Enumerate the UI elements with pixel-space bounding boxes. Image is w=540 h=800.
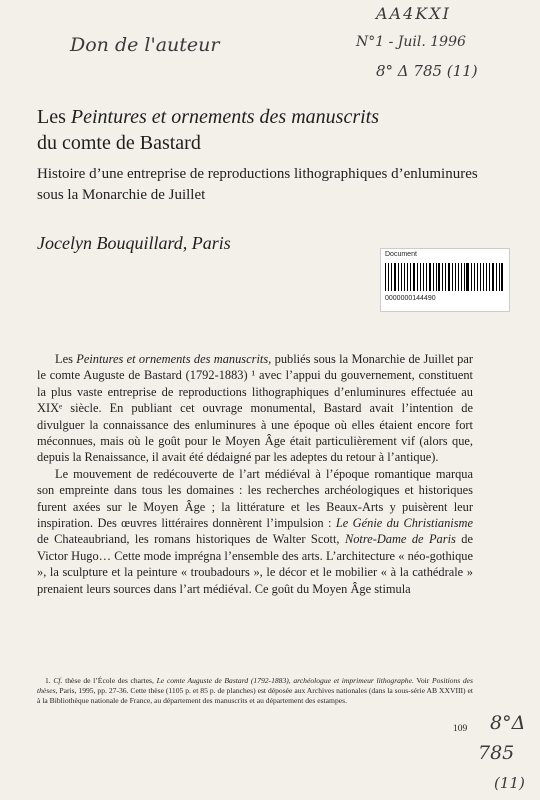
- article-body: [37, 351, 473, 597]
- barcode-bar: [442, 263, 443, 291]
- barcode-bar: [452, 263, 453, 291]
- barcode-bar: [391, 263, 392, 291]
- barcode-bar: [436, 263, 437, 291]
- barcode-bar: [489, 263, 490, 291]
- barcode-bar: [461, 263, 462, 291]
- barcode-bar: [458, 263, 459, 291]
- barcode-bar: [398, 263, 399, 291]
- handwritten-call-number: AA4KXI: [376, 4, 451, 23]
- barcode-bar: [388, 263, 389, 291]
- barcode-bar: [420, 263, 421, 291]
- barcode-bar: [401, 263, 402, 291]
- barcode-stamp: [380, 248, 510, 312]
- barcode-bar: [496, 263, 497, 291]
- paragraph-1: Les Peintures et ornements des manuscrits, publiés sous la Monarchie de Juillet par le comte Auguste de Bastard (1792-1883) ¹ avec l’appui du gouvernement, constituent la plus vaste entreprise de reproductions lithographiques d’enluminures effectuée au XIXᵉ siècle. En publiant cet ouvrage monumental, Bastard avait l’intention de divulguer la connaissance des enluminures à une époque où elles étaient encore fort méconnues, mais où le goût pour le Moyen Âge était particulièrement vif (alors que, depuis la Renaissance, il avait été dédaigné par les adeptes du retour à l’antique).: [37, 352, 473, 465]
- barcode-bar: [492, 263, 494, 291]
- barcode-label: Document: [385, 251, 417, 258]
- handwritten-acquisition-note: N°1 - Juil. 1996: [356, 34, 466, 50]
- barcode-bar: [501, 263, 502, 291]
- barcode-bar: [426, 263, 427, 291]
- barcode-bar: [404, 263, 405, 291]
- barcode-bar: [471, 263, 472, 291]
- barcode-bar: [438, 263, 439, 291]
- barcode-bar: [466, 263, 468, 291]
- author-line: Jocelyn Bouquillard, Paris: [37, 233, 231, 253]
- handwritten-donation-note: Don de l'auteur: [70, 34, 220, 56]
- barcode-bar: [464, 263, 465, 291]
- article-subtitle: Histoire d’une entreprise de reproductions lithographiques d’enluminures sous la Monarchie de Juillet: [37, 166, 478, 203]
- barcode-bar: [385, 263, 386, 291]
- handwritten-margin-shelfmark-1: 8°Δ: [490, 712, 526, 734]
- barcode-bar: [448, 263, 450, 291]
- handwritten-margin-shelfmark-2: 785: [478, 742, 515, 764]
- barcode-bar: [417, 263, 418, 291]
- handwritten-margin-shelfmark-3: (11): [494, 774, 525, 792]
- barcode-bar: [407, 263, 408, 291]
- barcode-bars: [385, 263, 505, 291]
- barcode-bar: [433, 263, 434, 291]
- barcode-bar: [499, 263, 500, 291]
- barcode-bar: [413, 263, 415, 291]
- barcode-bar: [474, 263, 475, 291]
- handwritten-shelfmark: 8° Δ 785 (11): [376, 62, 478, 80]
- barcode-bar: [483, 263, 484, 291]
- barcode-bar: [480, 263, 481, 291]
- footnote: 1. Cf. thèse de l’École des chartes, Le comte Auguste de Bastard (1792-1883), archéologue et imprimeur lithographe. Voir Positions des thèses, Paris, 1995, pp. 27-36. Cette thèse (1105 p. et 85 p. de planches) est déposée aux Archives nationales (dans la sous-série AB XXVIII) et à la Bibliothèque nationale de France, au département des manuscrits et au département des estampes.: [37, 676, 473, 705]
- barcode-bar: [394, 263, 396, 291]
- barcode-bar: [455, 263, 456, 291]
- title-italic-part: Peintures et ornements des manuscrits: [70, 106, 379, 128]
- barcode-bar: [423, 263, 424, 291]
- article-title: Les Peintures et ornements des manuscrits du comte de Bastard: [37, 106, 379, 154]
- barcode-bar: [477, 263, 478, 291]
- paragraph-2: Le mouvement de redécouverte de l’art médiéval à l’époque romantique marqua son empreinte dans tous les domaines : les recherches archéologiques et historiques furent axées sur le Moyen Âge ; la littérature et les Beaux-Arts y puisèrent leur inspiration. Des œuvres littéraires donnèrent l’impulsion : Le Génie du Christianisme de Chateaubriand, les romans historiques de Walter Scott, Notre-Dame de Paris de Victor Hugo… Cette mode imprégna l’ensemble des arts. L’architecture « néo-gothique », la sculpture et la peinture « troubadours », le décor et le mobilier « à la cathédrale » prenaient leurs sources dans l’art médiéval. Ce goût du Moyen Âge stimula: [37, 466, 473, 596]
- barcode-bar: [429, 263, 431, 291]
- barcode-number: 0000000144490: [385, 295, 436, 302]
- barcode-bar: [410, 263, 411, 291]
- page-number: 109: [453, 724, 468, 734]
- barcode-bar: [445, 263, 446, 291]
- barcode-bar: [486, 263, 487, 291]
